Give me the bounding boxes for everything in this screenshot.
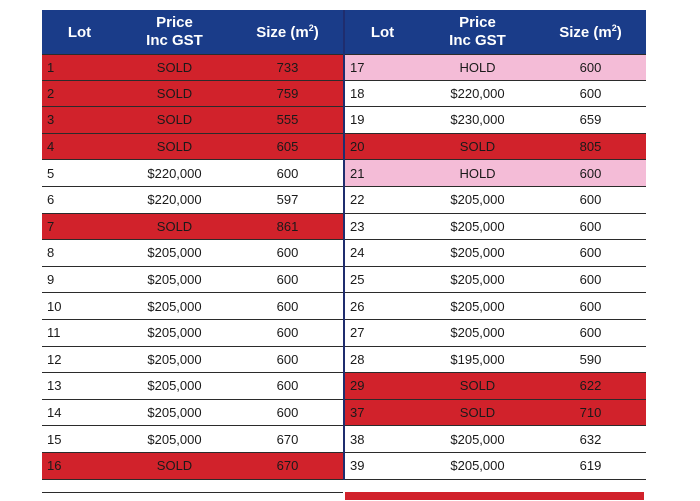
table-row <box>42 293 343 320</box>
price-cell: $220,000 <box>450 85 505 101</box>
price-cell: $205,000 <box>147 431 202 447</box>
table-row <box>345 426 646 453</box>
header-size-close: ) <box>313 23 319 41</box>
size-cell: 600 <box>579 85 602 101</box>
header-price <box>420 14 535 50</box>
price-cell: SOLD <box>459 139 496 155</box>
table-row <box>345 400 646 427</box>
header-price-line2: Inc GST <box>449 32 506 49</box>
size-cell: 619 <box>579 458 602 474</box>
header-price-line2: Inc GST <box>146 32 203 49</box>
table-row <box>345 107 646 134</box>
lot-cell: 18 <box>350 85 365 101</box>
lot-cell: 11 <box>47 325 61 341</box>
lot-cell: 2 <box>47 85 55 101</box>
price-cell: SOLD <box>156 218 193 234</box>
table-row <box>42 160 343 187</box>
lot-cell: 6 <box>47 192 55 208</box>
price-cell: $205,000 <box>147 298 202 314</box>
table-row <box>42 240 343 267</box>
price-cell: $205,000 <box>147 405 202 421</box>
table-row <box>42 54 343 81</box>
size-cell: 600 <box>579 245 602 261</box>
price-cell: HOLD <box>459 165 496 181</box>
table-row <box>42 453 343 480</box>
lot-cell: 21 <box>350 165 365 181</box>
header-row-right <box>345 10 646 54</box>
table-row <box>345 293 646 320</box>
lot-cell: 22 <box>350 192 365 208</box>
lot-cell: 4 <box>47 139 55 155</box>
price-cell: $205,000 <box>450 192 505 208</box>
table-row <box>345 267 646 294</box>
price-cell: $205,000 <box>450 325 505 341</box>
size-cell: 759 <box>276 85 299 101</box>
lot-cell: 17 <box>350 59 365 75</box>
header-price-line1: Price <box>156 14 193 31</box>
lot-cell: 23 <box>350 218 365 234</box>
size-cell: 600 <box>579 192 602 208</box>
lot-cell: 8 <box>47 245 55 261</box>
price-cell: SOLD <box>156 139 193 155</box>
size-cell: 555 <box>276 112 299 128</box>
size-cell: 600 <box>579 218 602 234</box>
size-cell: 600 <box>276 165 299 181</box>
header-price-line1: Price <box>459 14 496 31</box>
lot-cell: 9 <box>47 272 55 288</box>
lot-cell: 12 <box>47 351 62 367</box>
lot-cell: 20 <box>350 139 365 155</box>
size-cell: 605 <box>276 139 299 155</box>
left-panel <box>42 10 345 480</box>
header-size-base: Size (m <box>256 23 309 41</box>
size-cell: 600 <box>579 165 602 181</box>
size-cell: 861 <box>276 218 299 234</box>
lot-cell: 15 <box>47 431 62 447</box>
price-cell: $205,000 <box>147 272 202 288</box>
size-cell: 659 <box>579 112 602 128</box>
lot-price-table <box>42 10 644 480</box>
header-lot: Lot <box>67 23 92 41</box>
size-cell: 632 <box>579 431 602 447</box>
price-cell: SOLD <box>156 59 193 75</box>
header-size <box>232 24 343 41</box>
price-cell: SOLD <box>156 85 193 101</box>
price-cell: $220,000 <box>147 165 202 181</box>
table-row <box>345 134 646 161</box>
price-cell: $205,000 <box>450 431 505 447</box>
right-panel <box>345 10 646 480</box>
price-cell: SOLD <box>156 458 193 474</box>
price-cell: $220,000 <box>147 192 202 208</box>
size-cell: 600 <box>579 325 602 341</box>
size-cell: 622 <box>579 378 602 394</box>
price-cell: $205,000 <box>450 272 505 288</box>
price-cell: SOLD <box>459 378 496 394</box>
table-row <box>345 54 646 81</box>
header-size-base: Size (m <box>559 23 612 41</box>
size-cell: 600 <box>276 245 299 261</box>
size-cell: 670 <box>276 458 299 474</box>
header-row-left <box>42 10 343 54</box>
lot-cell: 3 <box>47 112 55 128</box>
lot-cell: 39 <box>350 458 365 474</box>
price-cell: SOLD <box>156 112 193 128</box>
lot-cell: 1 <box>47 59 55 75</box>
table-row <box>345 347 646 374</box>
table-row <box>345 214 646 241</box>
table-row <box>42 267 343 294</box>
lot-cell: 27 <box>350 325 365 341</box>
lot-cell: 28 <box>350 351 365 367</box>
table-row <box>345 187 646 214</box>
next-row-partial-right <box>345 492 644 500</box>
header-size <box>535 24 646 41</box>
table-row <box>42 187 343 214</box>
price-cell: $205,000 <box>147 378 202 394</box>
size-cell: 597 <box>276 192 299 208</box>
price-cell: $205,000 <box>147 245 202 261</box>
price-cell: $205,000 <box>450 458 505 474</box>
header-size-close: ) <box>616 23 622 41</box>
table-row <box>345 160 646 187</box>
header-size-sup: 2 <box>611 22 617 33</box>
size-cell: 600 <box>276 378 299 394</box>
size-cell: 710 <box>579 405 602 421</box>
price-cell: $205,000 <box>147 351 202 367</box>
left-rows <box>42 54 343 480</box>
size-cell: 600 <box>579 298 602 314</box>
price-cell: $205,000 <box>450 245 505 261</box>
lot-cell: 29 <box>350 378 365 394</box>
lot-cell: 26 <box>350 298 365 314</box>
table-row <box>42 107 343 134</box>
size-cell: 600 <box>579 59 602 75</box>
lot-cell: 5 <box>47 165 55 181</box>
price-cell: $205,000 <box>147 325 202 341</box>
size-cell: 600 <box>276 325 299 341</box>
table-row <box>42 347 343 374</box>
lot-cell: 24 <box>350 245 365 261</box>
table-row <box>42 134 343 161</box>
table-row <box>42 373 343 400</box>
header-lot: Lot <box>370 23 395 41</box>
table-row <box>345 320 646 347</box>
size-cell: 600 <box>276 405 299 421</box>
lot-cell: 19 <box>350 112 365 128</box>
lot-cell: 38 <box>350 431 365 447</box>
table-row <box>345 453 646 480</box>
price-cell: $205,000 <box>450 298 505 314</box>
header-size-sup: 2 <box>308 22 314 33</box>
lot-cell: 25 <box>350 272 365 288</box>
lot-cell: 37 <box>350 405 365 421</box>
lot-cell: 16 <box>47 458 62 474</box>
size-cell: 600 <box>579 272 602 288</box>
table-row <box>345 373 646 400</box>
price-cell: HOLD <box>459 59 496 75</box>
table-row <box>345 81 646 108</box>
price-cell: SOLD <box>459 405 496 421</box>
right-rows <box>345 54 646 480</box>
table-row <box>42 426 343 453</box>
price-cell: $230,000 <box>450 112 505 128</box>
size-cell: 600 <box>276 351 299 367</box>
size-cell: 733 <box>276 59 299 75</box>
table-row <box>42 400 343 427</box>
table-row <box>42 214 343 241</box>
table-row <box>42 81 343 108</box>
lot-cell: 13 <box>47 378 62 394</box>
lot-cell: 14 <box>47 405 62 421</box>
size-cell: 805 <box>579 139 602 155</box>
header-price <box>117 14 232 50</box>
table-row <box>345 240 646 267</box>
size-cell: 670 <box>276 431 299 447</box>
price-cell: $195,000 <box>450 351 505 367</box>
table-row <box>42 320 343 347</box>
price-cell: $205,000 <box>450 218 505 234</box>
lot-cell: 7 <box>47 218 55 234</box>
size-cell: 600 <box>276 272 299 288</box>
size-cell: 590 <box>579 351 602 367</box>
lot-cell: 10 <box>47 298 62 314</box>
size-cell: 600 <box>276 298 299 314</box>
